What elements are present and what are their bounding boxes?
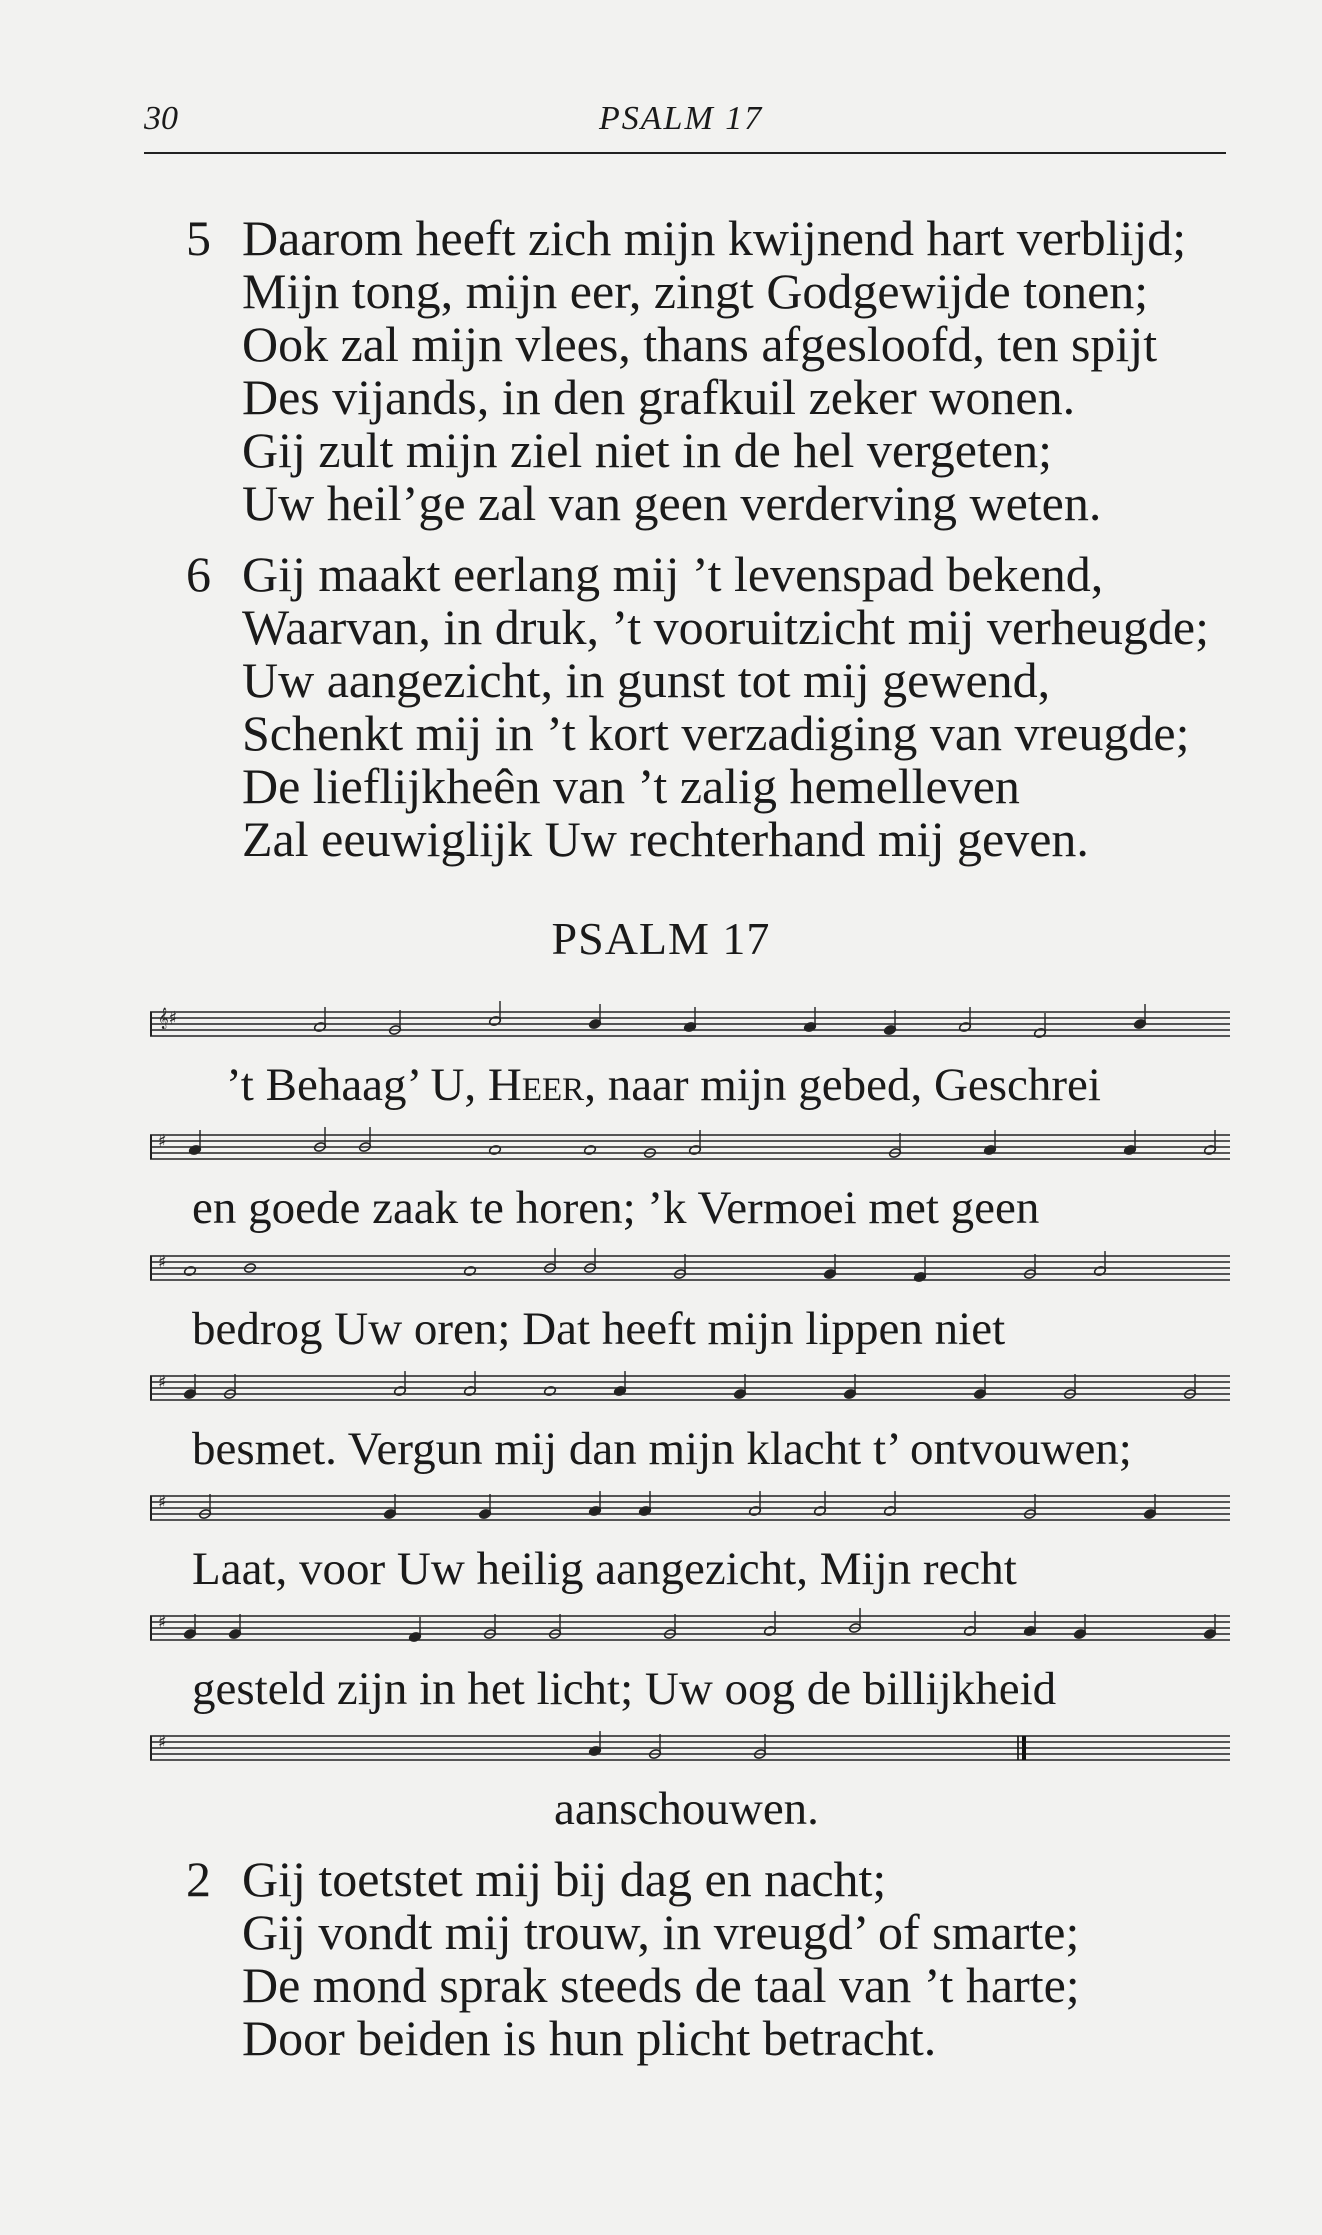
verse-line — [190, 318, 1250, 371]
sharp-icon: ♯ — [158, 1252, 167, 1273]
note-head — [464, 1266, 477, 1277]
verse-text: Schenkt mij in ’t kort verzadiging van vreugde; — [242, 705, 1190, 761]
lyric-line: bedrog Uw oren; Dat heeft mijn lippen niet — [192, 1303, 1006, 1355]
verse-text: De lieflijkheên van ’t zalig hemelleven — [242, 758, 1020, 814]
verse-text: Mijn tong, mijn eer, zingt Godgewijde tonen; — [242, 263, 1149, 319]
verse-number: 2 — [186, 1851, 211, 1907]
page-header — [144, 100, 1226, 150]
verse-line — [186, 1851, 1250, 1907]
lyric-line: Laat, voor Uw heilig aangezicht, Mijn recht — [192, 1543, 1017, 1595]
sharp-icon: ♯ — [158, 1612, 167, 1633]
lyric-text: , naar mijn gebed, Geschrei — [584, 1059, 1101, 1111]
verse-text: Uw aangezicht, in gunst tot mij gewend, — [242, 652, 1051, 708]
psalm-title: PSALM 17 — [551, 913, 771, 964]
verse-line — [190, 707, 1250, 760]
verse-5 — [186, 210, 1250, 531]
verse-text: De mond sprak steeds de taal van ’t harte; — [242, 1957, 1080, 2013]
sharp-icon: ♯ — [158, 1131, 167, 1152]
verse-line — [190, 601, 1250, 654]
verse-6 — [186, 546, 1250, 867]
running-title: PSALM 17 — [599, 100, 764, 137]
verse-line — [186, 210, 1250, 266]
verse-text: Waarvan, in druk, ’t vooruitzicht mij verheugde; — [242, 599, 1209, 655]
verse-line — [190, 477, 1250, 530]
verse-text: Gij toetstet mij bij dag en nacht; — [242, 1851, 887, 1907]
verse-text: Ook zal mijn vlees, thans afgesloofd, ten spijt — [242, 316, 1158, 372]
verse-line — [190, 1906, 1250, 1959]
verse-text: Gij vondt mij trouw, in vreugd’ of smarte; — [242, 1904, 1080, 1960]
page-number: 30 — [144, 100, 178, 137]
header-rule — [144, 152, 1226, 154]
verse-line — [190, 424, 1250, 477]
verse-line — [190, 1959, 1250, 2012]
treble-clef-icon: 𝄞♯ — [158, 1008, 178, 1029]
lyric-line — [226, 1058, 1101, 1112]
verse-text: Door beiden is hun plicht betracht. — [242, 2010, 937, 2066]
note-head — [184, 1266, 197, 1277]
verse-text: Gij maakt eerlang mij ’t levenspad bekend, — [242, 546, 1104, 602]
note-head — [544, 1386, 557, 1397]
verse-text: Des vijands, in den grafkuil zeker wonen. — [242, 369, 1076, 425]
verse-line — [190, 2012, 1250, 2065]
verse-text: Gij zult mijn ziel niet in de hel vergeten; — [242, 422, 1052, 478]
verse-number: 5 — [186, 210, 211, 266]
verse-number: 6 — [186, 546, 211, 602]
verse-line — [190, 265, 1250, 318]
lyric-smallcaps: Heer — [487, 1059, 585, 1111]
lyric-line: gesteld zijn in het licht; Uw oog de billijkheid — [192, 1663, 1057, 1715]
verse-text: Uw heil’ge zal van geen verderving weten. — [242, 475, 1102, 531]
sharp-icon: ♯ — [158, 1372, 167, 1393]
sharp-icon: ♯ — [158, 1492, 167, 1513]
lyric-line: besmet. Vergun mij dan mijn klacht t’ ontvouwen; — [192, 1423, 1132, 1475]
lyric-line: aanschouwen. — [554, 1783, 819, 1835]
verse-text: Daarom heeft zich mijn kwijnend hart verblijd; — [242, 210, 1187, 266]
note-head — [489, 1145, 502, 1156]
note-head — [584, 1145, 597, 1156]
verse-2 — [186, 1851, 1250, 2066]
verse-line — [190, 813, 1250, 866]
verse-line — [190, 760, 1250, 813]
verse-line — [190, 654, 1250, 707]
lyric-line: en goede zaak te horen; ’k Vermoei met geen — [192, 1182, 1040, 1234]
verse-line — [190, 371, 1250, 424]
lyric-text: ’t Behaag’ U, — [226, 1059, 488, 1111]
verse-line — [186, 546, 1250, 602]
verse-text: Zal eeuwiglijk Uw rechterhand mij geven. — [242, 811, 1089, 867]
sharp-icon: ♯ — [158, 1732, 167, 1753]
